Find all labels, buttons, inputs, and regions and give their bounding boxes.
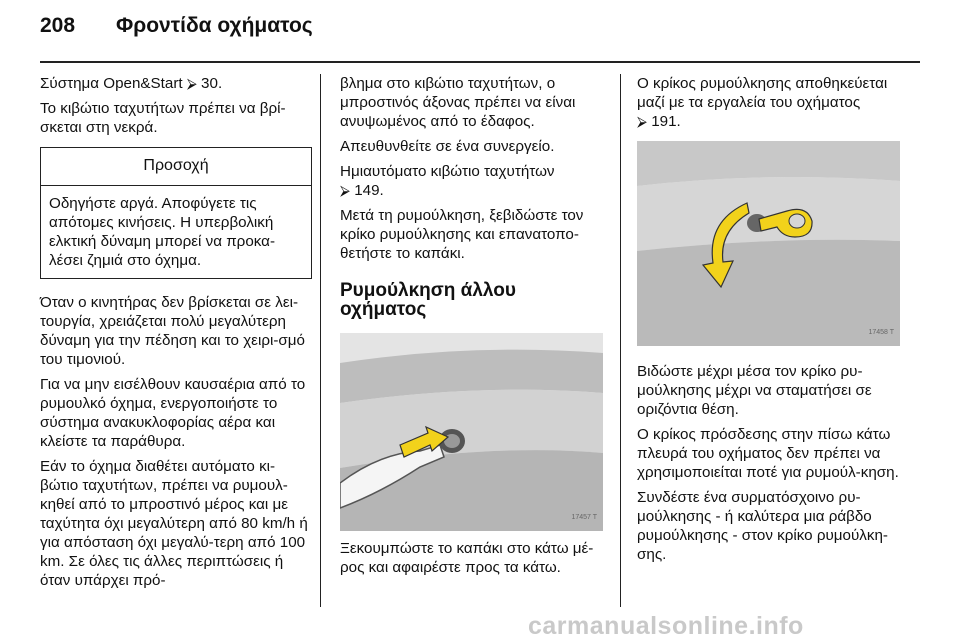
paragraph-connect-rope: Συνδέστε ένα συρματόσχοινο ρυ-μούλκησης - ή καλύτερα μια ράβδο ρυμούλκησης - στον κρίκο ρυμούλκη-σης. [637,489,888,563]
paragraph-automatic: Εάν το όχημα διαθέτει αυτόματο κι-βώτιο ταχυτήτων, πρέπει να ρυμουλ-κηθεί από το μπροστινό μέρος και με ταχύτητα όχι μεγαλύτερη από 80 km/h ή για απόσταση όχι μεγαλύ-τερη από 100 km. Σε όλες τις άλλες περιπτώσεις ή όταν υπάρχει πρό- [40,458,308,589]
column-divider-2 [620,74,621,607]
header-rule [40,61,920,63]
reference-page: 149. [354,182,384,199]
figure-cover-removal [340,333,603,531]
column-2 [340,74,605,583]
paragraph-rear-eye: Ο κρίκος πρόσδεσης στην πίσω κάτω πλευρά του οχήματος δεν πρέπει να χρησιμοποιείται ποτέ για ρυμούλ-κηση. [637,426,899,481]
column-1 [40,74,312,596]
paragraph-engine-off: Όταν ο κινητήρας δεν βρίσκεται σε λει-τουργία, χρειάζεται πολύ μεγαλύτερη δύναμη για την πέδηση και το χειρι-σμό του τιμονιού. [40,294,305,368]
page-number: 208 [40,14,76,37]
column-divider-1 [320,74,321,607]
page-reference-icon: ⮚ [186,75,197,91]
paragraph-exhaust: Για να μην εισέλθουν καυσαέρια από το ρυμουλκό όχημα, ενεργοποιήστε το σύστημα ανακυκλοφορίας αέρα και κλείστε τα παράθυρα. [40,376,306,450]
paragraph-screw-eye: Βιδώστε μέχρι μέσα τον κρίκο ρυ-μούλκησης μέχρι να σταματήσει σε οριζόντια θέση. [637,363,872,418]
page-reference-icon: ⮚ [340,182,350,198]
open-start-reference [40,74,312,93]
towing-eye-illustration [637,141,900,346]
reference-page: 191. [651,113,681,130]
warning-box [40,147,312,279]
column-3 [637,74,907,570]
reference-page: 30. [201,75,223,92]
bumper-cover-illustration [340,333,603,531]
page-header [40,14,313,38]
reference-text: Σύστημα Open&Start [40,75,183,92]
paragraph-workshop: Απευθυνθείτε σε ένα συνεργείο. [340,138,555,155]
watermark-text: carmanualsonline.info [528,612,804,640]
tools-reference [637,74,907,131]
warning-title: Προσοχή [41,148,311,186]
paragraph-after-towing: Μετά τη ρυμούλκηση, ξεβιδώστε τον κρίκο ρυμούλκησης και επανατοπο-θετήστε το καπάκι. [340,207,584,262]
paragraph-front-axle: βλημα στο κιβώτιο ταχυτήτων, ο μπροστινός άξονας πρέπει να είναι ανυψωμένος από το έδαφος. [340,75,576,130]
figure-code: 17458 T [868,329,894,336]
warning-body: Οδηγήστε αργά. Αποφύγετε τις απότομες κινήσεις. Η υπερβολική ελκτική δύναμη μπορεί να προκα-λέσει ζημιά στο όχημα. [49,195,276,269]
reference-text: Ημιαυτόματο κιβώτιο ταχυτήτων [340,163,555,180]
reference-text: Ο κρίκος ρυμούλκησης αποθηκεύεται μαζί με τα εργαλεία του οχήματος [637,75,888,111]
page-title: Φροντίδα οχήματος [116,14,313,37]
paragraph-remove-cover: Ξεκουμπώστε το καπάκι στο κάτω μέ-ρος και αφαιρέστε προς τα κάτω. [340,540,594,576]
page-reference-icon: ⮚ [637,113,647,129]
paragraph-neutral: Το κιβώτιο ταχυτήτων πρέπει να βρί-σκεται στη νεκρά. [40,100,286,136]
section-heading: Ρυμούλκηση άλλου οχήματος [340,280,516,320]
figure-code: 17457 T [571,514,597,521]
semi-automatic-reference [340,162,605,200]
figure-eye-installation [637,141,900,346]
